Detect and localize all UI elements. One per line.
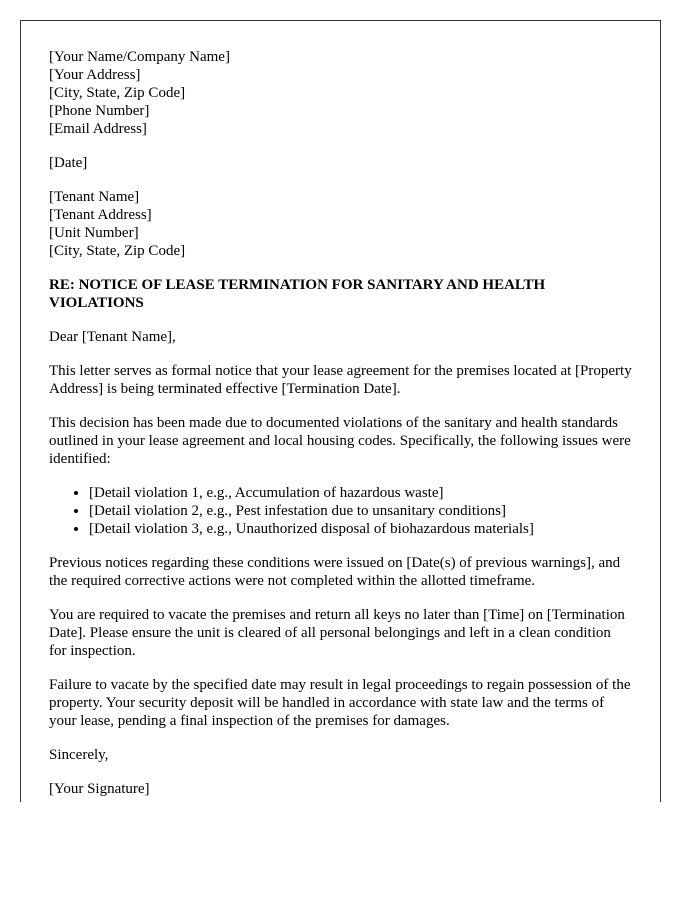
sender-email: [Email Address] bbox=[49, 121, 147, 137]
paragraph-previous-notices: Previous notices regarding these conditions were issued on [Date(s) of previous warnings], and the required corrective actions were not completed within the allotted timeframe. bbox=[49, 555, 621, 589]
sender-address: [Your Address] bbox=[49, 67, 141, 83]
paragraph-vacate: You are required to vacate the premises and return all keys no later than [Time] on [Termination Date]. Please ensure the unit is cleared of all personal belongings and left in a clean condition for inspection. bbox=[49, 607, 625, 659]
closing: Sincerely, bbox=[49, 747, 109, 763]
list-item: • [Detail violation 2, e.g., Pest infestation due to unsanitary conditions] bbox=[89, 502, 632, 520]
sender-name: [Your Name/Company Name] bbox=[49, 49, 230, 65]
violations-list bbox=[49, 484, 632, 538]
sender-phone: [Phone Number] bbox=[49, 103, 150, 119]
list-item: • [Detail violation 1, e.g., Accumulation of hazardous waste] bbox=[89, 484, 632, 502]
paragraph-notice: This letter serves as formal notice that your lease agreement for the premises located at [Property Address] is being terminated effective [Termination Date]. bbox=[49, 363, 632, 397]
letter-date: [Date] bbox=[49, 155, 88, 171]
tenant-city: [City, State, Zip Code] bbox=[49, 243, 186, 259]
tenant-address: [Tenant Address] bbox=[49, 207, 152, 223]
paragraph-consequences: Failure to vacate by the specified date may result in legal proceedings to regain possession of the property. Your security deposit will be handled in accordance with state law and the terms of your lease, pending a final inspection of the premises for damages. bbox=[49, 677, 631, 729]
letter-page bbox=[20, 20, 661, 802]
sender-city: [City, State, Zip Code] bbox=[49, 85, 186, 101]
tenant-name: [Tenant Name] bbox=[49, 189, 140, 205]
unit-number: [Unit Number] bbox=[49, 225, 139, 241]
sender-block bbox=[49, 48, 632, 138]
subject-line: RE: NOTICE OF LEASE TERMINATION FOR SANITARY AND HEALTH VIOLATIONS bbox=[49, 277, 546, 311]
list-item: • [Detail violation 3, e.g., Unauthorized disposal of biohazardous materials] bbox=[89, 520, 632, 538]
salutation: Dear [Tenant Name], bbox=[49, 329, 176, 345]
recipient-block bbox=[49, 188, 632, 260]
paragraph-reason: This decision has been made due to documented violations of the sanitary and health standards outlined in your lease agreement and local housing codes. Specifically, the following issues were identified: bbox=[49, 415, 631, 467]
signature: [Your Signature] bbox=[49, 781, 150, 797]
